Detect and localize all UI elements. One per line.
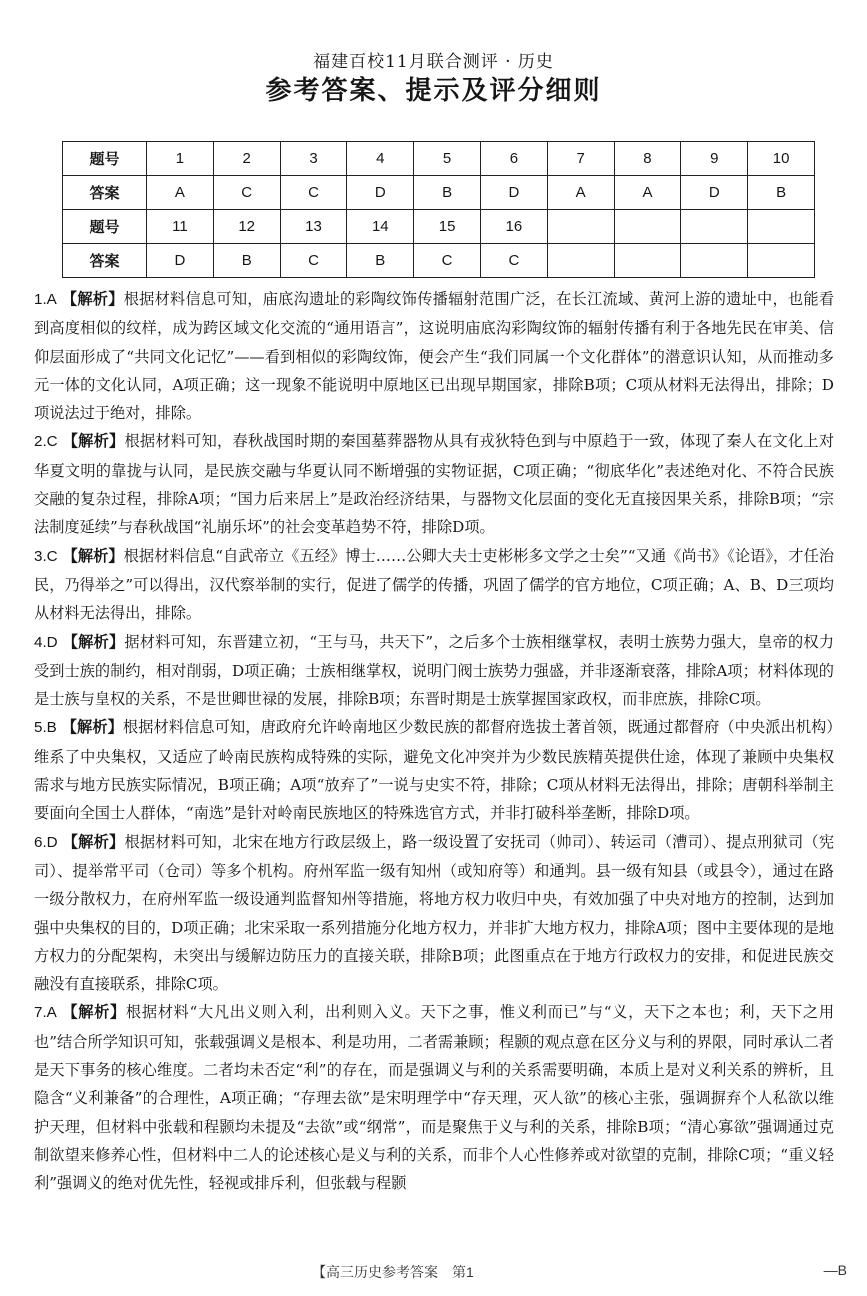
question-number-cell: 1 (147, 142, 214, 176)
answer-cell: A (547, 176, 614, 210)
question-answer: 1.A (34, 291, 57, 308)
explanation-text: 据材料可知，东晋建立初，“王与马，共天下”，之后多个士族相继掌权，表明士族势力强大，皇帝的权力受到士族的制约，相对削弱，D项正确；士族相继掌权，说明门阀士族势力强盛，并非逐渐衰落，排除A项；材料体现的是士族与皇权的关系，不是世卿世禄的发展，排除B项；东晋时期是士族掌握国家政权，而非庶族，排除C项。 (34, 632, 835, 709)
exam-subtitle: 福建百校11月联合测评 · 历史 (313, 52, 554, 72)
answer-cell: B (414, 176, 481, 210)
answer-cell: D (347, 176, 414, 210)
footer-code: —B (823, 1262, 847, 1278)
answer-cell: D (147, 244, 214, 278)
question-answer: 3.C (34, 547, 58, 565)
question-number-cell: 8 (614, 142, 681, 176)
question-number-cell: 16 (480, 210, 547, 244)
row-label: 答案 (63, 176, 147, 210)
analysis-tag: 【解析】 (61, 718, 123, 737)
question-number-cell: 5 (414, 142, 481, 176)
question-number-cell: 2 (213, 142, 280, 176)
answer-cell: C (280, 244, 347, 278)
answer-cell: C (213, 176, 280, 210)
page-header (0, 0, 867, 108)
question-number-cell (614, 210, 681, 244)
question-number-cell: 4 (347, 142, 414, 176)
question-number-cell: 10 (748, 142, 815, 176)
answer-table (62, 141, 815, 278)
answer-cell: B (213, 244, 280, 278)
answer-cell (681, 244, 748, 278)
analysis-tag: 【解析】 (62, 832, 125, 851)
question-number-cell: 7 (547, 142, 614, 176)
explanation-text: 根据材料信息可知，庙底沟遗址的彩陶纹饰传播辐射范围广泛，在长江流域、黄河上游的遗址中，也能看到高度相似的纹样，成为跨区域文化交流的“通用语言”，这说明庙底沟彩陶纹饰的辐射传播有利于各地先民在审美、信仰层面形成了“共同文化记忆”——看到相似的彩陶纹饰，便会产生“我们同属一个文化群体”的潜意识认知，从而推动多元一体的文化认同，A项正确；这一现象不能说明中原地区已出现早期国家，排除B项；C项从材料无法得出，排除；D项说法过于绝对，排除。 (34, 290, 835, 423)
question-number-cell: 12 (213, 210, 280, 244)
question-number-cell: 6 (480, 142, 547, 176)
answer-cell (614, 244, 681, 278)
question-number-cell (547, 210, 614, 244)
analysis-tag: 【解析】 (62, 432, 125, 451)
answer-cell: C (280, 176, 347, 210)
question-number-cell: 9 (681, 142, 748, 176)
table-number-row (63, 142, 815, 176)
question-number-cell (681, 210, 748, 244)
question-number-cell: 11 (147, 210, 214, 244)
explanation-text: 根据材料信息可知，唐政府允许岭南地区少数民族的都督府选拔土著首领，既通过都督府（中央派出机构）维系了中央集权，又适应了岭南民族构成特殊的实际，避免文化冲突并为少数民族精英提供仕途，体现了兼顾中央集权需求与地方民族实际情况，B项正确；A项“放弃了”一说与史实不符，排除；C项从材料无法得出，排除；唐朝科举制主要面向全国士人群体，“南选”是针对岭南民族地区的特殊选官方式，并非打破科举垄断，排除D项。 (34, 718, 835, 823)
table-number-row (63, 210, 815, 244)
explanation-item (34, 713, 834, 827)
table-answer-row (63, 244, 815, 278)
question-number-cell: 15 (414, 210, 481, 244)
question-number-cell: 13 (280, 210, 347, 244)
row-label: 题号 (63, 142, 147, 176)
explanation-item (34, 542, 834, 628)
answer-cell: C (480, 244, 547, 278)
analysis-tag: 【解析】 (62, 1003, 126, 1022)
explanation-text: 根据材料可知，春秋战国时期的秦国墓葬器物从具有戎狄特色到与中原趋于一致，体现了秦人在文化上对华夏文明的靠拢与认同，是民族交融与华夏认同不断增强的实物证据，C项正确；“彻底华化”表述绝对化、不符合民族交融的复杂过程，排除A项；“国力后来居上”是政治经济结果，与器物文化层面的变化无直接因果关系，排除B项；“宗法制度延续”与春秋战国“礼崩乐坏”的社会变革趋势不符，排除D项。 (34, 432, 835, 537)
explanation-item (34, 427, 834, 541)
question-answer: 4.D (34, 633, 58, 651)
explanation-text: 根据材料“大凡出义则入利，出利则入义。天下之事，惟义利而已”与“义，天下之本也；利，天下之用也”结合所学知识可知，张载强调义是根本、利是功用，二者需兼顾；程颢的观点意在区分义与利的界限，同时承认二者是天下事务的核心维度。二者均未否定“利”的存在，而是强调义与利的关系需要明确，本质上是对义利关系的辨析，且隐含“义利兼备”的合理性，A项正确；“存理去欲”是宋明理学中“存天理，灭人欲”的核心主张，强调摒弃个人私欲以维护天理，但材料中张载和程颢均未提及“去欲”或“纲常”，而是聚焦于义与利的关系，排除B项；“清心寡欲”强调通过克制欲望来修养心性，但材料中二人的论述核心是义与利的关系，而非个人心性修养或对欲望的克制，排除C项；“重义轻利”强调义的绝对优先性，轻视或排斥利，但张载与程颢 (34, 1003, 835, 1193)
explanations (34, 285, 834, 1198)
question-number-cell: 14 (347, 210, 414, 244)
row-label: 题号 (63, 210, 147, 244)
row-label: 答案 (63, 244, 147, 278)
page-title: 参考答案、提示及评分细则 (265, 76, 602, 106)
answer-cell: D (480, 176, 547, 210)
footer-label: 【高三历史参考答案 第1 (312, 1264, 474, 1280)
explanation-item (34, 285, 834, 427)
question-answer: 2.C (34, 433, 58, 451)
analysis-tag: 【解析】 (62, 546, 124, 565)
question-answer: 7.A (34, 1004, 57, 1022)
table-answer-row (63, 176, 815, 210)
answer-cell: B (748, 176, 815, 210)
explanation-text: 根据材料信息“自武帝立《五经》博士……公卿大夫士吏彬彬多文学之士矣”“又通《尚书》《论语》，才任治民，乃得举之”可以得出，汉代察举制的实行，促进了儒学的传播，巩固了儒学的官方地位，C项正确；A、B、D三项均从材料无法得出，排除。 (34, 546, 835, 623)
answer-cell: C (414, 244, 481, 278)
analysis-tag: 【解析】 (62, 632, 125, 651)
answer-cell: D (681, 176, 748, 210)
question-number-cell (748, 210, 815, 244)
answer-cell: A (614, 176, 681, 210)
explanation-item (34, 628, 834, 714)
explanation-item (34, 828, 834, 999)
question-number-cell: 3 (280, 142, 347, 176)
answer-cell: A (147, 176, 214, 210)
answer-cell (748, 244, 815, 278)
answer-cell: B (347, 244, 414, 278)
analysis-tag: 【解析】 (61, 290, 124, 308)
answer-cell (547, 244, 614, 278)
question-answer: 5.B (34, 719, 57, 737)
question-answer: 6.D (34, 833, 58, 851)
explanation-item (34, 998, 834, 1197)
explanation-text: 根据材料可知，北宋在地方行政层级上，路一级设置了安抚司（帅司）、转运司（漕司）、提点刑狱司（宪司）、提举常平司（仓司）等多个机构。府州军监一级有知州（或知府等）和通判。县一级有知县（或县令），通过在路一级分散权力，在府州军监一级设通判监督知州等措施，将地方权力收归中央，有效加强了中央对地方的控制，达到加强中央集权的目的，D项正确；北宋采取一系列措施分化地方权力，并非扩大地方权力，排除A项；图中主要体现的是地方权力的分配架构，未突出与缓解边防压力的直接关联，排除B项；此图重点在于地方行政权力的安排，和促进民族交融没有直接联系，排除C项。 (34, 832, 835, 994)
